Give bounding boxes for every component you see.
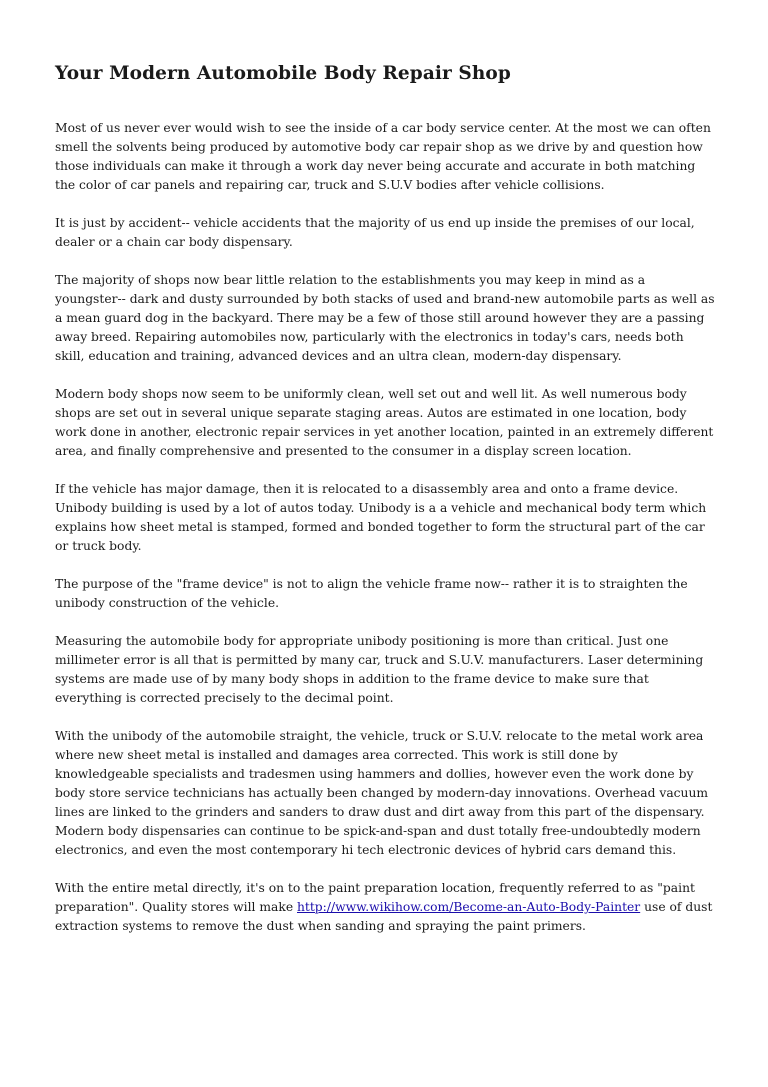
paragraph-5: If the vehicle has major damage, then it is relocated to a disassembly area and onto a frame device. Unibody building is used by a lot of autos today. Unibody is a a vehicle and mechanical body term which explains how sheet metal is stamped, formed and bonded together to form the structural part of the car or truck body. (55, 482, 707, 553)
paragraph-9 (55, 879, 715, 936)
paragraph-7: Measuring the automobile body for appropriate unibody positioning is more than critical. Just one millimeter error is all that is permitted by many car, truck and S.U.V. manufacturers. Laser determining systems are made use of by many body shops in addition to the frame device to make sure that everything is corrected precisely to the decimal point. (55, 634, 704, 705)
paragraph-8: With the unibody of the automobile straight, the vehicle, truck or S.U.V. relocate to the metal work area where new sheet metal is installed and damages area corrected. This work is still done by knowledgeable specialists and tradesmen using hammers and dollies, however even the work done by body store service technicians has actually been changed by modern-day innovations. Overhead vacuum lines are linked to the grinders and sanders to draw dust and dirt away from this part of the dispensary. Modern body dispensaries can continue to be spick-and-span and dust totally free-undoubtedly modern electronics, and even the most contemporary hi tech electronic devices of hybrid cars demand this. (55, 729, 709, 857)
paragraph-4: Modern body shops now seem to be uniformly clean, well set out and well lit. As well numerous body shops are set out in several unique separate staging areas. Autos are estimated in one location, body work done in another, electronic repair services in yet another location, painted in an extremely different area, and finally comprehensive and presented to the consumer in a display screen location. (55, 387, 714, 458)
paragraph-6: The purpose of the "frame device" is not to align the vehicle frame now-- rather it is to straighten the unibody construction of the vehicle. (55, 577, 688, 610)
paragraph-3: The majority of shops now bear little relation to the establishments you may keep in mind as a youngster-- dark and dusty surrounded by both stacks of used and brand-new automobile parts as well as a mean guard dog in the backyard. There may be a few of those still around however they are a passing away breed. Repairing automobiles now, particularly with the electronics in today's cars, needs both skill, education and training, advanced devices and an ultra clean, modern-day dispensary. (55, 273, 715, 363)
paragraph-2: It is just by accident-- vehicle accidents that the majority of us end up inside the premises of our local, dealer or a chain car body dispensary. (55, 216, 695, 249)
wikihow-link[interactable]: http://www.wikihow.com/Become-an-Auto-Body-Painter (297, 900, 641, 914)
document-body (55, 62, 715, 955)
paragraph-9-text-before-link: With the entire metal directly, it's on to the paint preparation location, frequently referred to as "paint preparation". Quality stores will make (55, 881, 695, 914)
paragraph-1: Most of us never ever would wish to see the inside of a car body service center. At the most we can often smell the solvents being produced by automotive body car repair shop as we drive by and question how those individuals can make it through a work day never being accurate and accurate in both matching the color of car panels and repairing car, truck and S.U.V bodies after vehicle collisions. (55, 121, 711, 192)
document-title: Your Modern Automobile Body Repair Shop (55, 63, 511, 84)
paragraph-9-text-after-link: use of dust extraction systems to remove the dust when sanding and spraying the paint primers. (55, 900, 713, 933)
